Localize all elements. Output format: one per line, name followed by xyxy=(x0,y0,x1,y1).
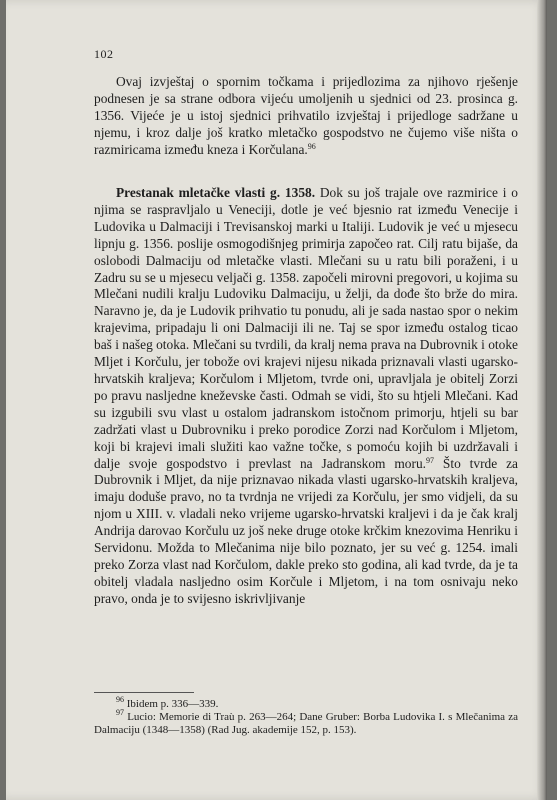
paragraph-1 xyxy=(94,74,518,159)
page-number: 102 xyxy=(94,47,114,61)
footnote-ref-97: 97 xyxy=(426,455,434,465)
paragraph-2-text-b: Što tvrde za Dubrovnik i Mljet, da nije priznavao nikada vlasti ugarsko-hrvatskih kraljeva, imaju doduše pravo, no ta tvrdnja ne vrijedi za Korčulu, jer smo vidjeli, da su njom u XIII. v. vladali neko vrijeme ugarsko-hrvatski kraljevi i da je čak kralj Andrija darovao Korčulu uz još neke druge otoke krčkim knezovima Henriku i Servidonu. Možda to Mlečanima nije bilo poznato, jer su već g. 1254. imali preko Zorza vlast nad Korčulom, dakle preko sto godina, ali kad tvrde, da je ta obitelj vladala nasljedno osim Korčule i Mljetom, i na tom osnivaju neko pravo, onda je to svijesno iskrivljivanje xyxy=(94,455,518,606)
section-heading: Prestanak mletačke vlasti g. 1358. xyxy=(116,185,316,200)
footnote-mark-97: 97 xyxy=(116,708,124,718)
footnote-97 xyxy=(94,708,518,737)
footnote-97-text: Lucio: Memorie di Traù p. 263—264; Dane Gruber: Borba Ludovika I. s Mlečanima za Dalmaciju (1348—1358) (Rad Jug. akademije 152, p. 153). xyxy=(94,711,518,737)
book-page xyxy=(6,0,547,800)
paragraph-2-text-a: Dok su još trajale ove razmirice i o njima se raspravljalo u Veneciji, dotle je već bjesnio rat između Venecije i Ludovika u Dalmaciji i Trevisanskoj marki u Italiji. Ludovik je već u mjesecu lipnju g. 1356. poslije osmogodišnjeg primirja započeo rat. Cilj ratu bijaše, da oslobodi Dalmaciju od mletačke vlasti. Mlečani su u ratu bili poraženi, i u Zadru su se u mjesecu veljači g. 1358. započeli mirovni pregovori, u kojima su Mlečani nudili kralju Ludoviku Dalmaciju, u želji, da dođe što brže do mira. Naravno je, da je Ludovik prihvatio tu ponudu, ali je sada nastao spor o nekim krajevima, pripadaju li oni Dalmaciji ili ne. Taj se spor između ostalog ticao baš i našeg otoka. Mlečani su tvrdili, da kralj nema prava na Dubrovnik i otoke Mljet i Korčulu, jer tobože ovi krajevi nijesu nikada priznavali vlasti ugarsko-hrvatskih kraljeva; Korčulom i Mljetom, tvrde oni, upravljala je obitelj Zorzi po pravu nasljedne kneževske časti. Odmah se vidi, što su htjeli Mlečani. Kad su izgubili svu vlast u ostalom jadranskom istočnom primorju, htjeli su bar zadržati vlast u Dubrovniku i preko porodice Zorzi nad Korčulom i Mljetom, koji bi krajevi imali služiti kao važne točke, s pomoću kojih bi uzdržavali i dalje svoje gospodstvo i prevlast na Jadranskom moru. xyxy=(94,185,518,471)
footnote-divider xyxy=(94,692,194,693)
footnote-96 xyxy=(94,695,518,711)
book-spine-shadow xyxy=(537,0,547,800)
footnote-ref-96: 96 xyxy=(307,141,316,151)
paragraph-1-text: Ovaj izvještaj o spornim točkama i prijedlozima za njihovo rješenje podnesen je sa strane odbora vijeću umoljenih u sjednici od 23. prosinca g. 1356. Vijeće je u istoj sjednici prihvatilo izvještaj i prijedloge sadržane u njemu, i kroz dalje još kratko mletačko gospodstvo ne čujemo više ništa o razmiricama između kneza i Korčulana. xyxy=(94,74,518,157)
footnote-96-text: Ibidem p. 336—339. xyxy=(126,698,219,710)
footnote-mark-96: 96 xyxy=(116,695,124,704)
paragraph-2 xyxy=(94,185,518,608)
footnotes xyxy=(94,695,518,738)
